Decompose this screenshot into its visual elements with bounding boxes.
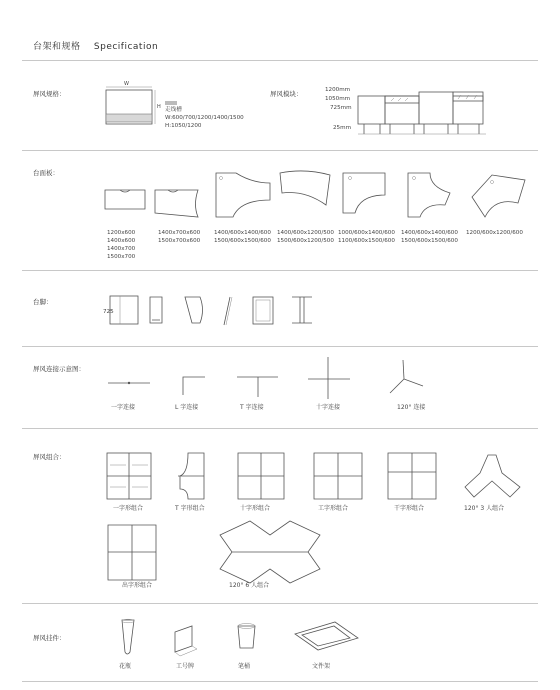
height-mark: 1050mm [325,96,351,102]
accessory-caption: 工号牌 [176,663,195,670]
title-english: Specification [93,42,159,52]
title-chinese: 台架和规格 [33,42,81,52]
divider [22,60,538,61]
desktop-caption: 1400/600x1200/500 1500/600x1200/500 [277,230,334,244]
height-mark: 725mm [330,105,352,111]
width-label: W [124,81,129,87]
connection-label: 屏风连接示意图： [33,365,85,373]
screen-spec-drawing [100,85,160,130]
divider [22,270,538,271]
connection-caption: T 字连接 [240,404,264,411]
divider [22,428,538,429]
connection-caption: L 字连接 [175,404,199,411]
accessory-caption: 文件架 [312,663,331,670]
divider [22,346,538,347]
height-label: H [157,104,161,110]
screen-spec-note: W:600/700/1200/1400/1500 [165,115,244,121]
desktop-caption: 1400/600x1400/600 1500/600x1500/600 [401,230,458,244]
combination-label: 屏风组合： [33,453,66,461]
combination-caption: 出字形组合 [122,582,153,589]
desktop-shapes [100,165,530,225]
leg-height-mark: 725 [103,309,114,315]
divider [22,681,538,682]
desktop-caption: 1200x600 1400x600 1400x700 1500x700 [107,230,136,260]
legs-label: 台脚： [33,298,53,306]
combination-diagrams [100,445,530,585]
connection-caption: 十字连接 [316,404,341,411]
accessories-label: 屏风挂件： [33,634,66,642]
desktop-caption: 1000/600x1400/600 1100/600x1500/600 [338,230,395,244]
screen-spec-label: 屏风规格： [33,90,66,98]
cable-tray-swatch [165,101,177,105]
height-mark: 1200mm [325,87,351,93]
page-title [33,39,158,52]
leg-shapes [110,292,320,332]
accessory-caption: 花瓶 [119,663,132,670]
screen-spec-note: H:1050/1200 [165,123,202,129]
desktop-caption: 1400/600x1400/600 1500/600x1500/600 [214,230,271,244]
desktop-caption: 1200/600x1200/600 [466,230,523,236]
connection-caption: 120° 连接 [397,404,426,411]
combination-caption: T 字形组合 [175,505,205,512]
connection-caption: 一字连接 [111,404,136,411]
screen-module-label: 屏风模块： [270,90,303,98]
combination-caption: 120° 6 人组合 [229,582,270,589]
combination-caption: 十字形组合 [240,505,271,512]
desktop-caption: 1400x700x600 1500x700x600 [158,230,201,244]
height-mark: 25mm [333,125,352,131]
screen-spec-note: 走线槽 [165,107,182,113]
combination-caption: 一字形组合 [113,505,144,512]
screen-module-drawing [358,88,493,138]
connection-diagrams [100,355,440,405]
combination-caption: 干字形组合 [394,505,425,512]
divider [22,603,538,604]
accessory-drawings [110,618,370,660]
desktop-label: 台面板： [33,169,59,177]
divider [22,150,538,151]
accessory-caption: 笔桶 [238,663,251,670]
combination-caption: 工字形组合 [318,505,349,512]
combination-caption: 120° 3 人组合 [464,505,505,512]
